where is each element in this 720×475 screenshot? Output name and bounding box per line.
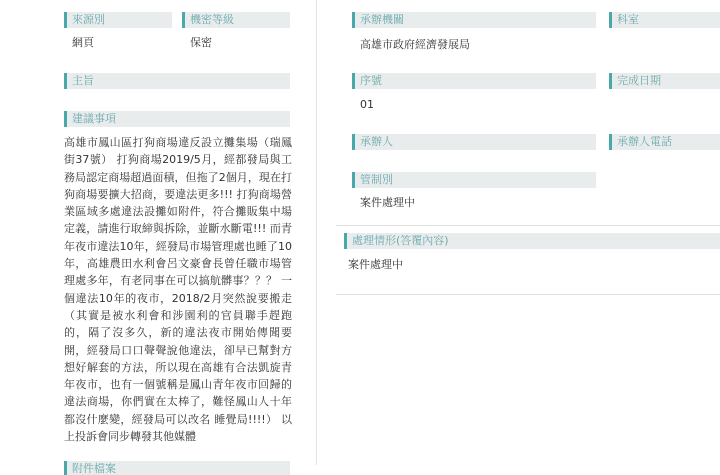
source-value: 網頁 — [72, 36, 94, 49]
reply-label: 處理情形(答覆內容) — [344, 233, 720, 249]
handler-phone-label: 承辦人電話 — [609, 134, 720, 150]
advice-label: 建議事項 — [64, 111, 290, 127]
reply-value: 案件處理中 — [348, 258, 403, 271]
section-label: 科室 — [609, 12, 720, 28]
secrecy-value: 保密 — [190, 36, 212, 49]
serial-label: 序號 — [352, 73, 596, 89]
column-divider — [316, 0, 317, 465]
done-date-label: 完成日期 — [609, 73, 720, 89]
section-separator — [336, 225, 720, 226]
agency-value: 高雄市政府經濟發展局 — [360, 38, 470, 51]
advice-text: 高雄市鳳山區打狗商場違反設立攤集場（瑞鳳街37號） 打狗商場2019/5月，經都發局與工務局認定商場超過面積，但拖了2個月，現在打狗商場要擴大招商，要違法更多!!! 打狗商場營業區域多處違法設攤如附件，符合攤販集中場定義，請進行取締與拆除，並斷水斷電!!! 而青年夜市違法10年，經發局市場管理處也睡了10年，高雄農田水利會呂文豪會長曾任職市場管理處多年，有老同事在可以搞航髒事？？？ 一個違法10年的夜市，2018/2月突然說要搬走（其實是被水利會和涉園利的官員聯手趕跑的，隔了沒多久，新的違法夜市開始傳聞要開，經發局口口聲聲說他違法，卻早已幫對方想好解套的方法，所以現在高雄有合法凱旋青年夜市，也有一個號稱是鳳山青年夜市回歸的違法商場，你們實在太棒了，難怪鳳山人十年都沒什麼變，經發局可以改名 睡覺局!!!!） 以上投訴會同步轉發其他媒體 — [64, 136, 292, 444]
status-value: 案件處理中 — [360, 196, 415, 209]
agency-label: 承辦機關 — [352, 12, 596, 28]
serial-value: 01 — [360, 98, 374, 111]
handler-label: 承辦人 — [352, 134, 596, 150]
subject-label: 主旨 — [64, 73, 290, 89]
attachment-label: 附件檔案 — [64, 461, 290, 475]
secrecy-label: 機密等級 — [182, 12, 290, 28]
status-label: 管制別 — [352, 172, 596, 188]
reply-separator — [336, 294, 720, 295]
source-label: 來源別 — [64, 12, 172, 28]
